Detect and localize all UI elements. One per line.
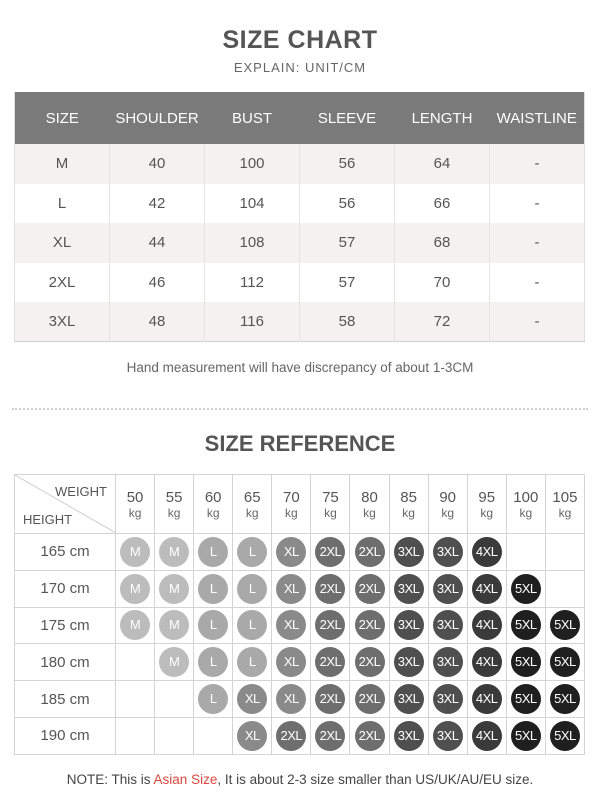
weight-unit: kg: [167, 505, 181, 520]
weight-column-header: [350, 475, 389, 534]
size-badge: 3XL: [433, 684, 463, 714]
size-cell: [311, 644, 350, 681]
weight-unit: kg: [363, 505, 376, 520]
size-cell: [350, 681, 389, 718]
size-cell: [506, 607, 545, 644]
table-cell: 48: [110, 302, 205, 342]
size-badge: XL: [276, 684, 306, 714]
size-badge: 5XL: [511, 721, 541, 751]
unit-subtitle: EXPLAIN: UNIT/CM: [233, 60, 367, 75]
size-badge: M: [120, 610, 150, 640]
table-cell: 46: [110, 263, 205, 303]
weight-unit: kg: [128, 505, 142, 520]
size-badge: 3XL: [394, 647, 424, 677]
size-cell: [467, 644, 506, 681]
size-cell: [272, 607, 311, 644]
size-cell: [116, 607, 155, 644]
weight-column-header: [272, 475, 311, 534]
table-cell: 57: [300, 263, 395, 303]
table-row: [15, 263, 585, 303]
size-cell: [350, 717, 389, 754]
weight-value: 65: [243, 488, 261, 506]
weight-value: 50: [126, 488, 144, 506]
size-cell: [467, 570, 506, 607]
weight-unit: kg: [206, 505, 220, 520]
size-cell: [389, 570, 428, 607]
size-cell: [272, 681, 311, 718]
size-badge: 2XL: [276, 721, 306, 751]
size-cell: [506, 570, 545, 607]
weight-column-header: [116, 475, 155, 534]
height-value: 185 cm: [15, 681, 116, 718]
size-cell: [272, 570, 311, 607]
size-cell: [506, 681, 545, 718]
weight-unit: kg: [441, 505, 454, 520]
size-badge: XL: [276, 537, 306, 567]
table-cell: -: [490, 302, 585, 342]
size-cell: [506, 534, 545, 571]
size-badge: M: [120, 537, 150, 567]
size-badge: 4XL: [472, 610, 502, 640]
height-value: 180 cm: [15, 644, 116, 681]
reference-title: SIZE REFERENCE: [204, 431, 396, 456]
table-cell: L: [15, 184, 110, 224]
size-badge: 5XL: [550, 610, 580, 640]
weight-column-header: [233, 475, 272, 534]
size-badge: 4XL: [472, 537, 502, 567]
size-badge: 2XL: [315, 721, 345, 751]
height-row: [15, 570, 585, 607]
size-badge: 3XL: [394, 684, 424, 714]
size-cell: [116, 717, 155, 754]
column-header: SLEEVE: [300, 92, 395, 144]
size-badge: 5XL: [511, 684, 541, 714]
size-badge: 3XL: [433, 647, 463, 677]
table-cell: -: [490, 263, 585, 303]
size-badge: 3XL: [433, 721, 463, 751]
size-badge: 2XL: [315, 574, 345, 604]
table-cell: 70: [395, 263, 490, 303]
weight-header-row: [15, 475, 585, 534]
size-badge: XL: [276, 574, 306, 604]
size-cell: [311, 534, 350, 571]
size-badge: 4XL: [472, 574, 502, 604]
size-cell: [428, 570, 467, 607]
size-badge: L: [237, 610, 267, 640]
table-cell: 64: [395, 144, 490, 184]
size-badge: L: [198, 684, 228, 714]
weight-column-header: [545, 475, 584, 534]
size-cell: [272, 534, 311, 571]
column-header: SIZE: [15, 92, 110, 144]
size-badge: 2XL: [355, 721, 385, 751]
size-cell: [545, 570, 584, 607]
table-row: [15, 144, 585, 184]
table-cell: 112: [205, 263, 300, 303]
weight-value: 85: [400, 488, 417, 506]
height-value: 170 cm: [15, 570, 116, 607]
height-row: [15, 717, 585, 754]
weight-value: 55: [165, 488, 183, 506]
size-badge: 5XL: [550, 721, 580, 751]
size-badge: 3XL: [433, 537, 463, 567]
size-badge: 2XL: [315, 537, 345, 567]
weight-value: 100: [513, 488, 539, 506]
size-cell: [506, 644, 545, 681]
table-cell: 44: [110, 223, 205, 263]
weight-value: 95: [478, 488, 496, 506]
size-badge: XL: [276, 610, 306, 640]
size-chart-header-row: [15, 92, 585, 144]
height-value: 175 cm: [15, 607, 116, 644]
size-badge: M: [120, 574, 150, 604]
size-badge: 5XL: [550, 647, 580, 677]
size-cell: [155, 717, 194, 754]
size-badge: 3XL: [433, 610, 463, 640]
size-badge: 4XL: [472, 721, 502, 751]
size-cell: [506, 717, 545, 754]
weight-value: 90: [439, 488, 456, 506]
size-cell: [194, 681, 233, 718]
weight-unit: kg: [324, 505, 337, 520]
size-badge: 2XL: [355, 684, 385, 714]
size-badge: 3XL: [394, 721, 424, 751]
table-cell: 42: [110, 184, 205, 224]
size-cell: [428, 534, 467, 571]
measurement-note: Hand measurement will have discrepancy of about 1-3CM: [126, 360, 474, 375]
weight-unit: kg: [480, 505, 494, 520]
size-badge: 2XL: [315, 610, 345, 640]
size-cell: [545, 681, 584, 718]
table-cell: 56: [300, 184, 395, 224]
size-cell: [311, 570, 350, 607]
size-badge: XL: [237, 721, 267, 751]
size-cell: [311, 607, 350, 644]
asian-size-note: [0, 772, 600, 787]
table-cell: 56: [300, 144, 395, 184]
weight-value: 80: [361, 488, 378, 506]
weight-unit: kg: [402, 505, 415, 520]
table-row: [15, 184, 585, 224]
weight-column-header: [311, 475, 350, 534]
section-divider: [12, 408, 588, 410]
table-cell: -: [490, 144, 585, 184]
weight-value: 70: [283, 488, 300, 506]
table-cell: -: [490, 223, 585, 263]
weight-unit: kg: [519, 505, 533, 520]
table-cell: 116: [205, 302, 300, 342]
column-header: SHOULDER: [110, 92, 205, 144]
table-cell: 40: [110, 144, 205, 184]
table-cell: 3XL: [15, 302, 110, 342]
size-badge: 5XL: [511, 610, 541, 640]
table-cell: M: [15, 144, 110, 184]
size-badge: L: [198, 537, 228, 567]
size-badge: M: [159, 647, 189, 677]
size-badge: M: [159, 537, 189, 567]
size-badge: 3XL: [394, 574, 424, 604]
weight-column-header: [467, 475, 506, 534]
size-chart-table: [14, 92, 585, 342]
size-cell: [116, 534, 155, 571]
size-badge: XL: [237, 684, 267, 714]
size-badge: 2XL: [355, 537, 385, 567]
size-badge: 3XL: [433, 574, 463, 604]
weight-label: WEIGHT: [55, 484, 107, 499]
height-label: HEIGHT: [23, 512, 73, 527]
table-row: [15, 223, 585, 263]
size-badge: 2XL: [355, 647, 385, 677]
size-cell: [350, 534, 389, 571]
table-cell: 108: [205, 223, 300, 263]
size-badge: L: [198, 610, 228, 640]
size-badge: 2XL: [315, 647, 345, 677]
size-badge: L: [198, 647, 228, 677]
size-badge: 4XL: [472, 647, 502, 677]
size-badge: 5XL: [511, 647, 541, 677]
size-cell: [155, 681, 194, 718]
size-badge: L: [237, 647, 267, 677]
size-cell: [545, 534, 584, 571]
weight-value: 105: [552, 488, 578, 506]
size-cell: [155, 644, 194, 681]
table-cell: XL: [15, 223, 110, 263]
size-cell: [116, 644, 155, 681]
size-cell: [545, 607, 584, 644]
size-cell: [233, 570, 272, 607]
size-cell: [350, 570, 389, 607]
size-cell: [272, 644, 311, 681]
table-cell: 72: [395, 302, 490, 342]
note-prefix: NOTE: This is: [66, 772, 154, 787]
height-row: [15, 534, 585, 571]
page-title: SIZE CHART: [222, 26, 378, 54]
size-cell: [194, 717, 233, 754]
size-cell: [155, 570, 194, 607]
table-row: [15, 302, 585, 342]
weight-unit: kg: [245, 505, 259, 520]
size-cell: [272, 717, 311, 754]
table-cell: 57: [300, 223, 395, 263]
size-cell: [311, 681, 350, 718]
weight-unit: kg: [285, 505, 298, 520]
size-cell: [428, 681, 467, 718]
size-cell: [155, 534, 194, 571]
size-cell: [389, 534, 428, 571]
table-cell: 2XL: [15, 263, 110, 303]
size-cell: [194, 644, 233, 681]
size-badge: L: [237, 574, 267, 604]
size-badge: 5XL: [511, 574, 541, 604]
height-row: [15, 644, 585, 681]
size-badge: 4XL: [472, 684, 502, 714]
weight-value: 60: [204, 488, 222, 506]
height-value: 165 cm: [15, 534, 116, 571]
size-cell: [545, 717, 584, 754]
height-value: 190 cm: [15, 717, 116, 754]
note-highlight: Asian Size: [153, 772, 218, 787]
size-cell: [467, 607, 506, 644]
size-cell: [389, 717, 428, 754]
size-badge: 2XL: [315, 684, 345, 714]
table-cell: 104: [205, 184, 300, 224]
weight-column-header: [428, 475, 467, 534]
size-cell: [233, 644, 272, 681]
size-cell: [467, 681, 506, 718]
size-cell: [194, 570, 233, 607]
note-suffix: , It is about 2-3 size smaller than US/UK/AU/EU size.: [217, 772, 534, 787]
size-cell: [389, 607, 428, 644]
table-cell: -: [490, 184, 585, 224]
size-badge: M: [159, 574, 189, 604]
column-header: WAISTLINE: [490, 92, 585, 144]
size-cell: [350, 644, 389, 681]
weight-unit: kg: [558, 505, 572, 520]
weight-column-header: [194, 475, 233, 534]
size-cell: [233, 717, 272, 754]
size-cell: [233, 607, 272, 644]
size-cell: [155, 607, 194, 644]
size-reference-grid: [14, 474, 585, 755]
size-cell: [311, 717, 350, 754]
size-badge: 3XL: [394, 537, 424, 567]
size-cell: [233, 534, 272, 571]
size-badge: 2XL: [355, 574, 385, 604]
size-badge: L: [198, 574, 228, 604]
weight-column-header: [506, 475, 545, 534]
table-cell: 58: [300, 302, 395, 342]
table-cell: 100: [205, 144, 300, 184]
size-cell: [233, 681, 272, 718]
table-cell: 68: [395, 223, 490, 263]
corner-cell: [15, 475, 116, 534]
weight-value: 75: [322, 488, 339, 506]
size-cell: [428, 644, 467, 681]
size-cell: [194, 534, 233, 571]
size-cell: [545, 644, 584, 681]
table-cell: 66: [395, 184, 490, 224]
size-badge: M: [159, 610, 189, 640]
column-header: BUST: [205, 92, 300, 144]
size-cell: [428, 717, 467, 754]
weight-column-header: [389, 475, 428, 534]
height-row: [15, 607, 585, 644]
size-cell: [467, 534, 506, 571]
size-cell: [116, 570, 155, 607]
column-header: LENGTH: [395, 92, 490, 144]
size-cell: [350, 607, 389, 644]
size-badge: L: [237, 537, 267, 567]
size-cell: [194, 607, 233, 644]
size-cell: [389, 681, 428, 718]
size-badge: 5XL: [550, 684, 580, 714]
size-badge: 2XL: [355, 610, 385, 640]
size-cell: [428, 607, 467, 644]
size-badge: 3XL: [394, 610, 424, 640]
size-badge: XL: [276, 647, 306, 677]
size-cell: [116, 681, 155, 718]
height-row: [15, 681, 585, 718]
weight-column-header: [155, 475, 194, 534]
size-cell: [467, 717, 506, 754]
size-cell: [389, 644, 428, 681]
